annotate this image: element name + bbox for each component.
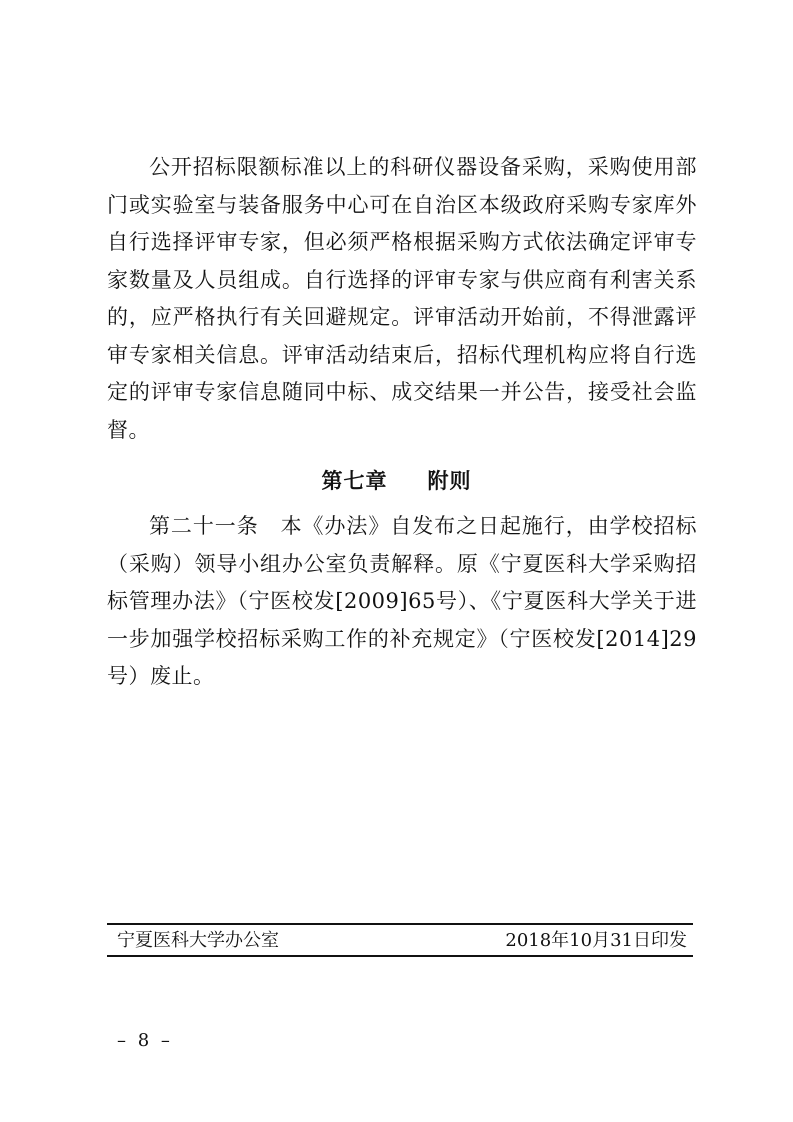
footer-bottom-rule [107,955,693,957]
footer-imprint [117,927,687,955]
footer-issuer: 宁夏医科大学办公室 [117,930,279,951]
page-number: – 8 – [117,1030,173,1051]
body-paragraph: 公开招标限额标准以上的科研仪器设备采购，采购使用部门或实验室与装备服务中心可在自治区本级政府采购专家库外自行选择评审专家，但必须严格根据采购方式依法确定评审专家数量及人员组成。自行选择的评审专家与供应商有利害关系的，应严格执行有关回避规定。评审活动开始前，不得泄露评审专家相关信息。评审活动结束后，招标代理机构应将自行选定的评审专家信息随同中标、成交结果一并公告，接受社会监督。 [107,155,697,442]
chapter-heading [0,466,793,496]
article-paragraph: 第二十一条 本《办法》自发布之日起施行，由学校招标（采购）领导小组办公室负责解释。原《宁夏医科大学采购招标管理办法》（宁医校发[2009]65号）、《宁夏医科大学关于进一步加强学校招标采购工作的补充规定》（宁医校发[2014]29号）废止。 [107,514,697,688]
chapter-number: 第七章 [321,469,388,493]
chapter-title: 附则 [427,469,472,493]
footer-top-rule [107,923,693,925]
footer-issue-date: 2018年10月31日印发 [505,930,687,951]
